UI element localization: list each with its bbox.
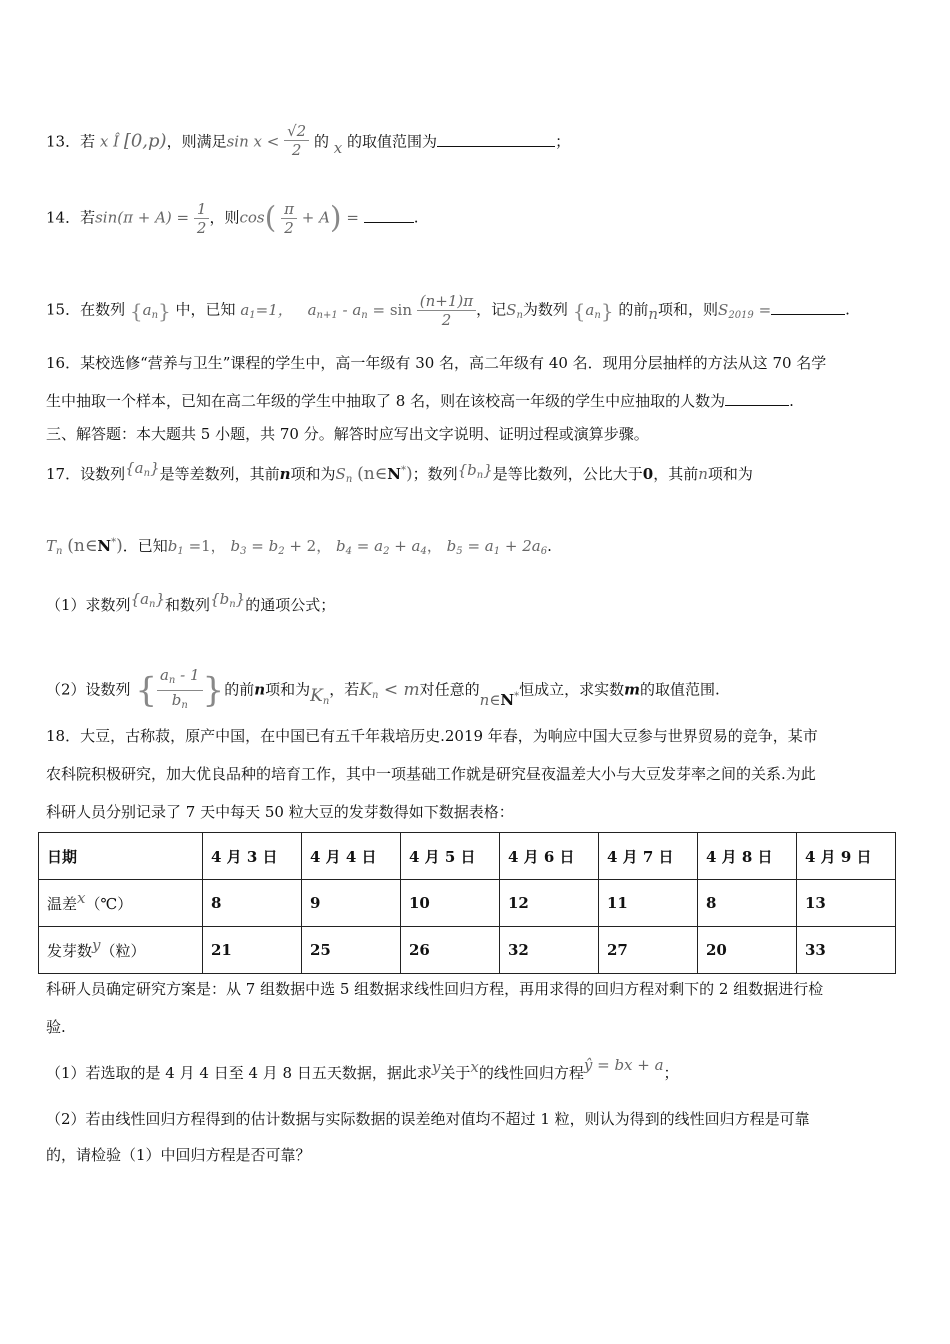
question-14: 14．若sin(π + A) = $\frac{1}{2}$ ，则cos( $\frac{\pi}{2}$ + A) = .	[46, 200, 419, 237]
table-cell: 27	[599, 927, 698, 974]
table-cell: 21	[203, 927, 302, 974]
table-cell: 10	[401, 880, 500, 927]
q17-math: $T_n$ (n∈N*)	[46, 536, 123, 557]
section-heading: 三、解答题：本大题共 5 小题，共 70 分。解答时应写出文字说明、证明过程或演算步骤。	[46, 425, 649, 443]
q15-text: ，记	[476, 300, 507, 319]
q13-fraction: $\frac{√2}{2}$	[284, 122, 309, 159]
question-18-after-2: 验.	[46, 1018, 66, 1036]
question-18-line-3: 科研人员分别记录了 7 天中每天 50 粒大豆的发芽数得如下数据表格：	[46, 803, 514, 821]
table-cell: 4 月 9 日	[797, 833, 896, 880]
question-17-part-1: （1）求数列$\{a_n\}$和数列$\{b_n\}$的通项公式；	[46, 590, 336, 614]
question-16-line-1: 16．某校选修“营养与卫生”课程的学生中，高一年级有 30 名，高二年级有 40 名．现用分层抽样的方法从这 70 名学	[46, 354, 827, 372]
q14-math: sin(π + A) =	[95, 208, 190, 227]
answer-blank	[364, 208, 414, 223]
table-cell: 4 月 6 日	[500, 833, 599, 880]
question-15	[46, 292, 906, 329]
table-cell: 8	[698, 880, 797, 927]
table-cell: 13	[797, 880, 896, 927]
table-cell: 日期	[39, 833, 203, 880]
q14-math: + A	[301, 208, 330, 227]
table-cell: 4 月 5 日	[401, 833, 500, 880]
q15-text: .	[845, 300, 850, 319]
table-cell: 32	[500, 927, 599, 974]
question-17-line-1: 17．设数列$\{a_n\}$是等差数列，其前n项和为$S_n$ (n∈N*)；数列$\{b_n\}$是等比数列，公比大于0，其前n项和为	[46, 459, 753, 485]
q17-math: $\{a_n\}$	[125, 459, 160, 479]
q17-math: $S_n$ (n∈N*)	[335, 464, 413, 485]
question-18-line-2: 农科院积极研究，加大优良品种的培育工作，其中一项基础工作就是研究昼夜温差大小与大豆发芽率之间的关系.为此	[46, 765, 816, 783]
question-17-line-2: $T_n$ (n∈N*)．已知$b_1 =1$， $b_3 = b_2 + 2$， $b_4 = a_2 + a_4$， $b_5 = a_1 + 2a_6$.	[46, 536, 552, 557]
table-cell: 4 月 3 日	[203, 833, 302, 880]
table-row	[39, 880, 896, 927]
q14-text: ，则	[209, 208, 240, 227]
q13-math: x	[333, 138, 343, 157]
table-cell: 25	[302, 927, 401, 974]
q14-math: cos	[239, 208, 265, 227]
q15-text: 在数列	[80, 300, 126, 319]
q15-math: $a_{n+1} - a_n = \sin$	[307, 300, 413, 321]
q15-text: 中，已知	[175, 300, 236, 319]
table-cell: 26	[401, 927, 500, 974]
question-13	[46, 124, 906, 161]
q17-math: $\{b_n\}$	[457, 461, 493, 481]
answer-blank	[771, 300, 845, 315]
question-18-part-2-line-1: （2）若由线性回归方程得到的估计数据与实际数据的误差绝对值均不超过 1 粒，则认为得到的线性回归方程是可靠	[46, 1110, 810, 1128]
table-header-row	[39, 833, 896, 880]
q13-number: 13．	[46, 132, 81, 151]
answer-blank	[437, 132, 555, 147]
q15-math: n	[648, 304, 659, 323]
q15-number: 15．	[46, 300, 81, 319]
q14-fraction: $\frac{\pi}{2}$	[281, 200, 297, 237]
q17-math: $b_1 =1$，	[167, 537, 226, 557]
q17-math: $b_3 = b_2 + 2$，	[230, 537, 332, 557]
question-18-part-2-line-2: 的，请检验（1）中回归方程是否可靠？	[46, 1146, 311, 1164]
table-row	[39, 927, 896, 974]
q15-text: 为数列	[522, 300, 568, 319]
table-cell: 4 月 7 日	[599, 833, 698, 880]
q15-text: 的前	[618, 300, 649, 319]
table-cell: 20	[698, 927, 797, 974]
q13-math: [0,p)	[123, 130, 167, 152]
q15-fraction: $\frac{(n+1)\pi}{2}$	[417, 292, 476, 329]
q13-math: x Î	[99, 132, 120, 151]
table-row-label: 发芽数y（粒）	[39, 927, 203, 974]
table-row-label: 温差x（℃）	[39, 880, 203, 927]
answer-blank	[725, 391, 789, 406]
q13-text: 的	[314, 132, 330, 151]
table-cell: 12	[500, 880, 599, 927]
q13-math: sin x <	[226, 132, 280, 151]
q14-text: 若	[80, 208, 96, 227]
q14-fraction: $\frac{1}{2}$	[194, 200, 210, 237]
q15-math: $a_1=1$，	[240, 300, 293, 321]
q13-text: ，则满足	[166, 132, 227, 151]
q17-math: $b_5 = a_1 + 2a_6$	[446, 537, 548, 557]
table-cell: 33	[797, 927, 896, 974]
table-cell: 8	[203, 880, 302, 927]
q15-math: $S_n$	[506, 300, 523, 321]
q13-text: 的取值范围为	[347, 132, 438, 151]
table-cell: 4 月 4 日	[302, 833, 401, 880]
table-cell: 4 月 8 日	[698, 833, 797, 880]
question-16-line-2: 生中抽取一个样本，已知在高二年级的学生中抽取了 8 名，则在该校高一年级的学生中应抽取的人数为 .	[46, 392, 794, 410]
q15-text: 项和，则	[658, 300, 719, 319]
q15-math: $S_{2019}$ =	[718, 300, 772, 321]
table-cell: 11	[599, 880, 698, 927]
q13-text: ；	[555, 132, 571, 151]
question-18-part-1: （1）若选取的是 4 月 4 日至 4 月 8 日五天数据，据此求y关于x的线性回归方程ŷ = bx + a；	[46, 1056, 679, 1082]
question-18-line-1: 18．大豆，古称菽，原产中国，在中国已有五千年栽培历史.2019 年春，为响应中国大豆参与世界贸易的竞争，某市	[46, 727, 818, 745]
q13-text: 若	[80, 132, 96, 151]
q14-number: 14．	[46, 208, 81, 227]
q17-math: $b_4 = a_2 + a_4$，	[336, 537, 442, 557]
data-table	[38, 832, 896, 974]
q14-text: .	[413, 208, 419, 227]
q15-math: $\{a_n\}$	[129, 298, 171, 323]
question-17-part-2: （2）设数列 { $\frac{a_n - 1}{b_n}$ }的前n项和为$K_n$，若$K_n < m$对任意的n∈N*恒成立，求实数m的取值范围.	[46, 666, 906, 715]
question-18-after-1: 科研人员确定研究方案是：从 7 组数据中选 5 组数据求线性回归方程，再用求得的回归方程对剩下的 2 组数据进行检	[46, 980, 824, 998]
q14-math: =	[346, 208, 359, 227]
q15-math: $\{a_n\}$	[572, 298, 614, 323]
table-cell: 9	[302, 880, 401, 927]
q17-fraction: $\frac{a_n - 1}{b_n}$	[157, 666, 203, 715]
